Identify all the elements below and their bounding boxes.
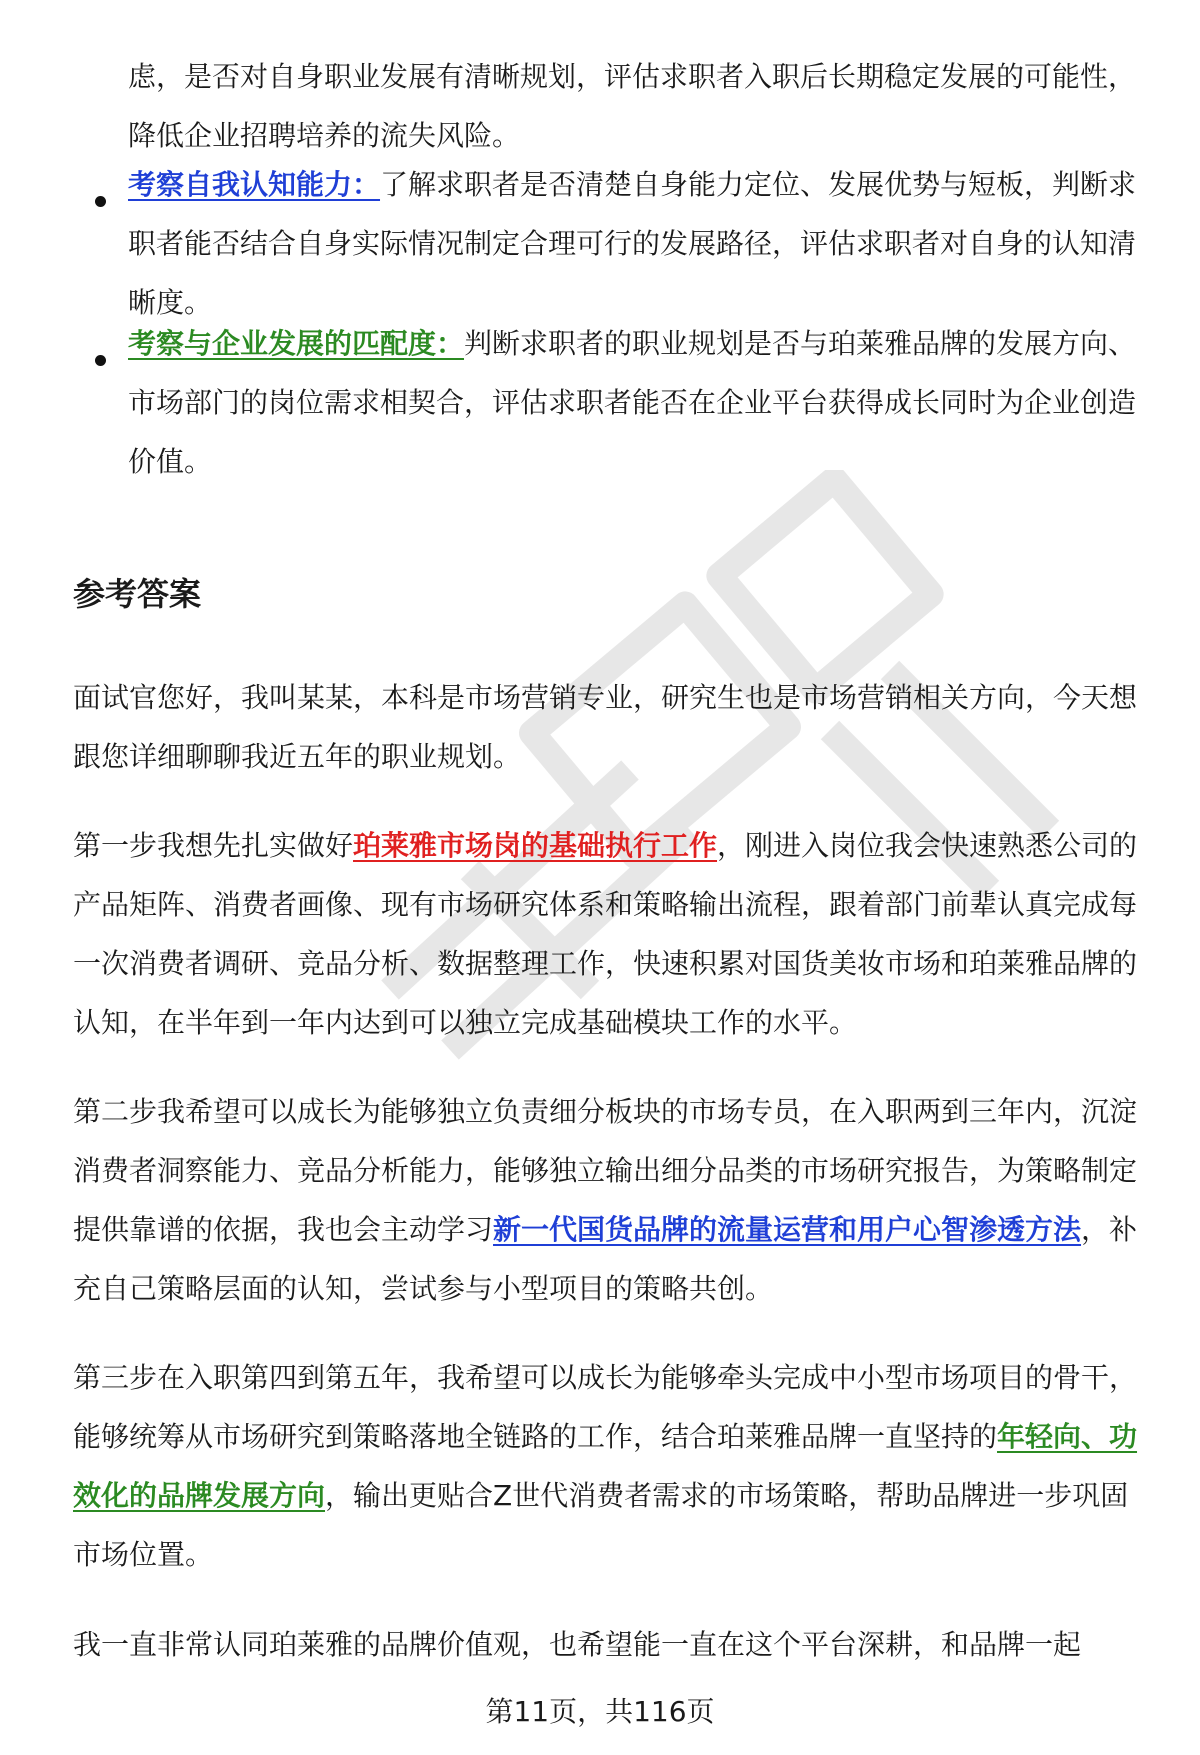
answer-paragraph-2 [73,816,1146,1052]
answer-paragraph-5: 我一直非常认同珀莱雅的品牌价值观，也希望能一直在这个平台深耕，和品牌一起 [73,1628,1082,1661]
paragraph-text: 第二步我希望可以成长为能够独立负责细分板块的市场专员，在入职两到三年内，沉淀消费者洞察能力、竞品分析能力，能够独立输出细分品类的市场研究报告，为策略制定提供靠谱的依据，我也会主动学习 [73,1095,1138,1246]
keyword-self-awareness: 考察自我认知能力： [128,168,381,201]
paragraph-text: 第三步在入职第四到第五年，我希望可以成长为能够牵头完成中小型市场项目的骨干，能够统筹从市场研究到策略落地全链路的工作，结合珀莱雅品牌一直坚持的 [73,1361,1138,1453]
answer-paragraph-3 [73,1082,1146,1318]
keyword-brand-direction: 年轻向、功效化的品牌发展方向 [73,1420,1138,1512]
intro-continuation: 虑，是否对自身职业发展有清晰规划，评估求职者入职后长期稳定发展的可能性，降低企业招聘培养的流失风险。 [128,60,1137,152]
page-number: 第11页，共116页 [485,1695,715,1728]
bullet-item-self-awareness [128,155,1146,332]
bullet-dot [95,196,106,207]
bullet-text: 了解求职者是否清楚自身能力定位、发展优势与短板，判断求职者能否结合自身实际情况制定合理可行的发展路径，评估求职者对自身的认知清晰度。 [128,168,1137,319]
answer-paragraph-4 [73,1348,1146,1584]
bullet-item-company-fit [128,314,1146,491]
paragraph-text: 第一步我想先扎实做好 [73,829,354,862]
section-heading: 参考答案 [73,575,202,613]
keyword-basic-execution: 珀莱雅市场岗的基础执行工作 [353,829,718,862]
paragraph-text: ，刚进入岗位我会快速熟悉公司的产品矩阵、消费者画像、现有市场研究体系和策略输出流程，跟着部门前辈认真完成每一次消费者调研、竞品分析、数据整理工作，快速积累对国货美妆市场和珀莱雅品牌的认知，在半年到一年内达到可以独立完成基础模块工作的水平。 [73,829,1138,1039]
keyword-traffic-operation: 新一代国货品牌的流量运营和用户心智渗透方法 [493,1213,1082,1246]
bullet-text: 判断求职者的职业规划是否与珀莱雅品牌的发展方向、市场部门的岗位需求相契合，评估求职者能否在企业平台获得成长同时为企业创造价值。 [128,327,1137,478]
paragraph-text: ，输出更贴合Z世代消费者需求的市场策略，帮助品牌进一步巩固市场位置。 [73,1479,1129,1571]
keyword-company-fit: 考察与企业发展的匹配度： [128,327,465,360]
bullet-dot [95,355,106,366]
paragraph-text: ，补充自己策略层面的认知，尝试参与小型项目的策略共创。 [73,1213,1138,1305]
answer-paragraph-1: 面试官您好，我叫某某，本科是市场营销专业，研究生也是市场营销相关方向，今天想跟您详细聊聊我近五年的职业规划。 [73,681,1138,773]
